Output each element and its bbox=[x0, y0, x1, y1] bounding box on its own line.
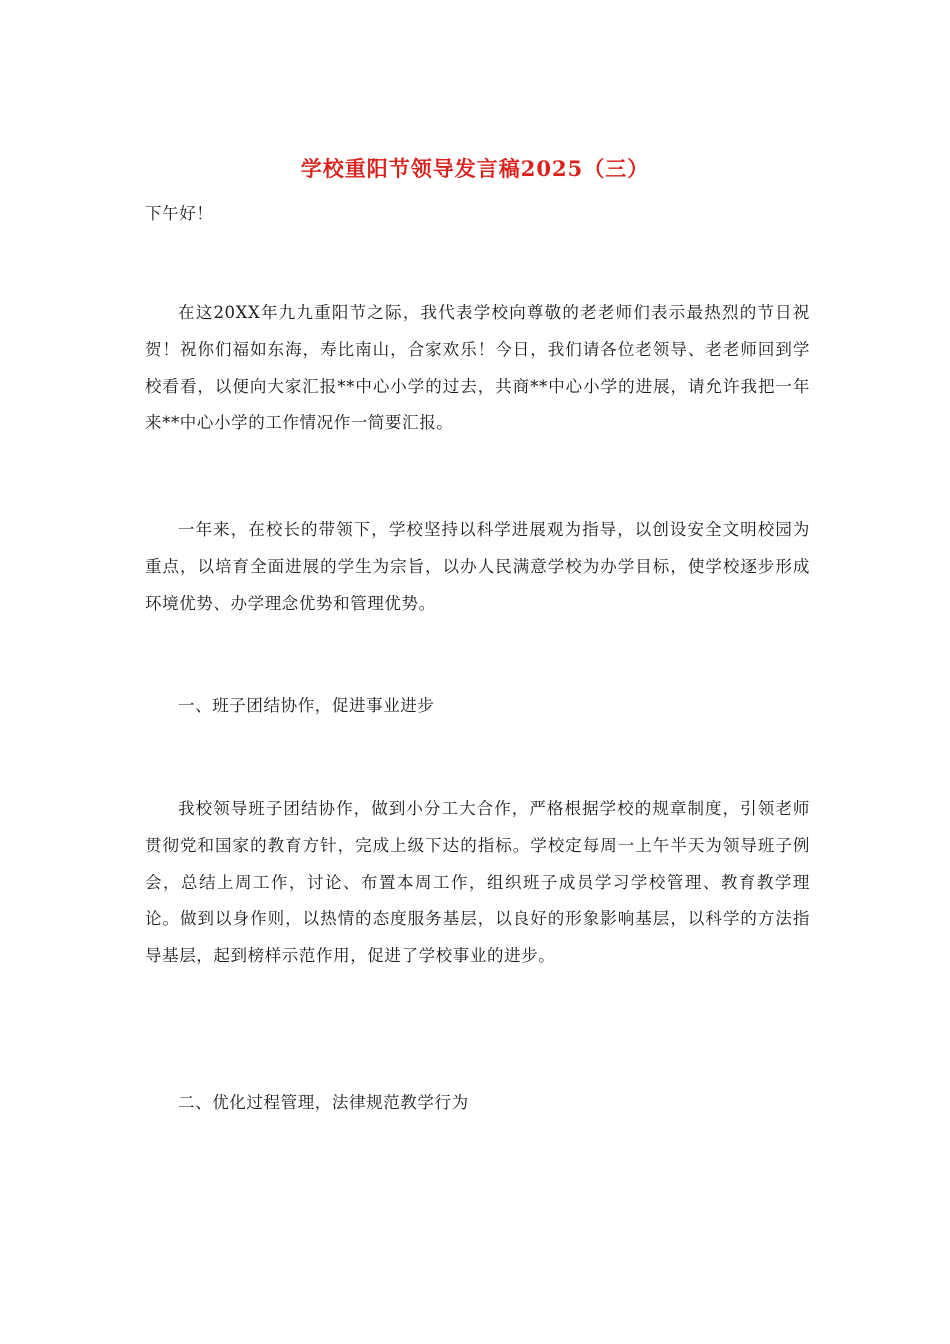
paragraph-overview: 一年来，在校长的带领下，学校坚持以科学进展观为指导，以创设安全文明校园为重点，以培育全面进展的学生为宗旨，以办人民满意学校为办学目标，使学校逐步形成环境优势、办学理念优势和管理优势。 bbox=[145, 520, 810, 613]
section-heading-1: 一、班子团结协作，促进事业进步 bbox=[178, 696, 435, 715]
paragraph-section-1: 我校领导班子团结协作，做到小分工大合作，严格根据学校的规章制度，引领老师贯彻党和国家的教育方针，完成上级下达的指标。学校定每周一上午半天为领导班子例会，总结上周工作，讨论、布置本周工作，组织班子成员学习学校管理、教育教学理论。做到以身作则，以热情的态度服务基层，以良好的形象影响基层，以科学的方法指导基层，起到榜样示范作用，促进了学校事业的进步。 bbox=[145, 799, 810, 966]
document-title: 学校重阳节领导发言稿2025（三） bbox=[300, 156, 650, 181]
greeting-text: 下午好！ bbox=[145, 204, 214, 223]
paragraph-intro: 在这20XX年九九重阳节之际，我代表学校向尊敬的老老师们表示最热烈的节日祝贺！祝你们福如东海，寿比南山，合家欢乐！今日，我们请各位老领导、老老师回到学校看看，以便向大家汇报**中心小学的过去，共商**中心小学的进展，请允许我把一年来**中心小学的工作情况作一简要汇报。 bbox=[145, 303, 810, 433]
section-heading-2: 二、优化过程管理，法律规范教学行为 bbox=[178, 1093, 469, 1112]
